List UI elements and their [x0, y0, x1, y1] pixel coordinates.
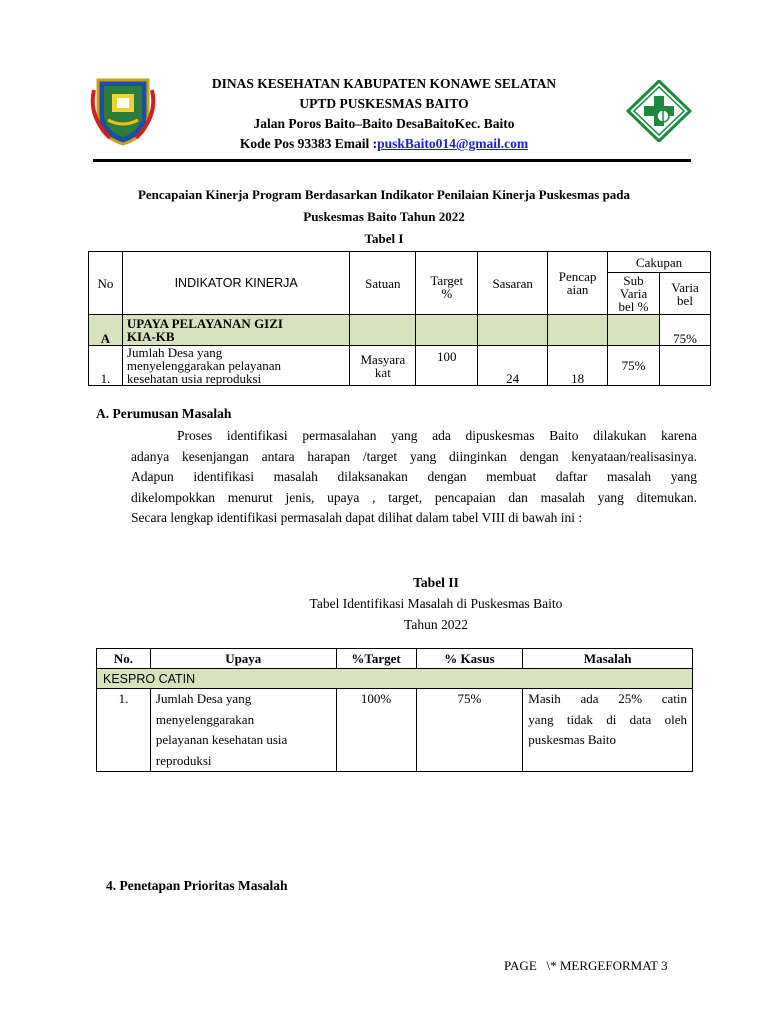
t2-header-target: %Target: [336, 649, 416, 669]
t2-row1-masalah: [523, 689, 693, 772]
table2-label: Tabel II: [413, 575, 459, 590]
header-sub-varia: [608, 273, 660, 315]
section-satuan: [350, 315, 416, 346]
header-varia-text: Varia bel: [671, 279, 699, 308]
section-sub-varia: [608, 315, 660, 346]
header-pencapaian: [548, 252, 608, 315]
t2-row1-upaya-line: pelayanan kesehatan usia: [155, 732, 288, 747]
address: Jalan Poros Baito–Baito DesaBaitoKec. Baito: [253, 116, 515, 131]
t2-group-row: [97, 669, 693, 689]
row1-satuan-line1: Masyara: [360, 351, 406, 367]
row1-no: 1.: [89, 346, 123, 386]
header-no: No: [89, 252, 123, 315]
header-satuan: Satuan: [350, 252, 416, 315]
t2-row1-upaya: [150, 689, 336, 772]
row1-varia: [660, 346, 711, 386]
section-pencapaian: [548, 315, 608, 346]
report-title-line2: Puskesmas Baito Tahun 2022: [303, 209, 465, 224]
header-sub-varia-text: Sub Varia bel %: [618, 273, 649, 314]
report-title-line1: Pencapaian Kinerja Program Berdasarkan Indikator Penilaian Kinerja Puskesmas pada: [137, 187, 631, 202]
postal-code-label: Kode Pos 93383 Email :: [239, 136, 378, 151]
table1-label: Tabel I: [364, 231, 404, 246]
section-target: [416, 315, 478, 346]
t2-row1-no: 1.: [97, 689, 151, 772]
header-indikator: INDIKATOR KINERJA: [122, 252, 350, 315]
row1-indikator: [122, 346, 350, 386]
t2-row1-target: 100%: [336, 689, 416, 772]
email-link[interactable]: puskBaito014@gmail.com: [377, 136, 529, 151]
paragraph-line: Proses identifikasi permasalahan yang ada dipuskesmas Baito dilakukan karena: [177, 428, 697, 443]
section-varia: 75%: [660, 315, 711, 346]
table2-year: Tahun 2022: [404, 617, 468, 632]
section-no: A: [89, 315, 123, 346]
t2-header-upaya: Upaya: [150, 649, 336, 669]
row1-indikator-line1: Jumlah Desa yang: [126, 345, 223, 360]
header-varia: [660, 273, 711, 315]
table-row: [89, 346, 711, 386]
t2-group-label: KESPRO CATIN: [97, 669, 693, 689]
t2-header-no: No.: [97, 649, 151, 669]
row1-satuan-line2: kat: [374, 364, 391, 380]
table-row: [97, 689, 693, 772]
t2-row1-upaya-line: menyelenggarakan: [155, 711, 255, 727]
unit-name: UPTD PUSKESMAS BAITO: [299, 96, 469, 111]
section-a-heading: A. Perumusan Masalah: [96, 406, 232, 421]
t2-row1-masalah-line: Masih ada 25% catin: [528, 691, 687, 706]
section-title-line2: KIA-KB: [126, 329, 175, 344]
section-a-paragraph: [131, 426, 697, 529]
row1-target: 100: [416, 346, 478, 386]
section-title-line1: UPAYA PELAYANAN GIZI: [126, 316, 283, 331]
section-4-heading: 4. Penetapan Prioritas Masalah: [106, 878, 288, 893]
t2-header-kasus: % Kasus: [416, 649, 523, 669]
header-target-text: Target %: [430, 273, 464, 301]
page-footer: PAGE \* MERGEFORMAT 3: [504, 958, 668, 973]
section-title: [122, 315, 350, 346]
header-divider: [93, 159, 691, 162]
row1-indikator-line2: menyelenggarakan pelayanan: [126, 358, 282, 373]
paragraph-line: dikelompokkan menurut jenis, upaya , target, pencapaian dan masalah yang ditemukan.: [131, 489, 697, 505]
agency-name: DINAS KESEHATAN KABUPATEN KONAWE SELATAN: [211, 76, 557, 91]
header-cakupan: Cakupan: [608, 252, 711, 273]
paragraph-line: Adapun identifikasi masalah dilaksanakan dengan membuat daftar masalah yang: [131, 469, 697, 484]
performance-table: [88, 251, 711, 386]
t2-row1-masalah-line: yang tidak di data oleh: [528, 711, 687, 727]
header-pencapaian-text: Pencap aian: [558, 269, 597, 297]
paragraph-line: Secara lengkap identifikasi permasalah dapat dilihat dalam tabel VIII di bawah ini :: [131, 510, 583, 525]
section-row: [89, 315, 711, 346]
contact-line: [0, 136, 768, 152]
row1-pencapaian: 18: [548, 346, 608, 386]
section-sasaran: [478, 315, 548, 346]
t2-row1-kasus: 75%: [416, 689, 523, 772]
row1-indikator-line3: kesehatan usia reproduksi: [126, 371, 262, 386]
row1-sub-varia: 75%: [608, 346, 660, 386]
t2-header-masalah: Masalah: [523, 649, 693, 669]
t2-row1-upaya-line: Jumlah Desa yang: [155, 691, 252, 706]
table2-title: Tabel Identifikasi Masalah di Puskesmas Baito: [309, 596, 563, 611]
row1-sasaran: 24: [478, 346, 548, 386]
header-target: [416, 252, 478, 315]
header-sasaran: Sasaran: [478, 252, 548, 315]
paragraph-line: adanya kesenjangan antara harapan /target yang diinginkan dengan kenyataan/realisasinya.: [131, 448, 697, 464]
problem-identification-table: [96, 648, 693, 772]
t2-row1-upaya-line: reproduksi: [155, 752, 212, 768]
row1-satuan: [350, 346, 416, 386]
t2-row1-masalah-line: puskesmas Baito: [528, 732, 617, 747]
